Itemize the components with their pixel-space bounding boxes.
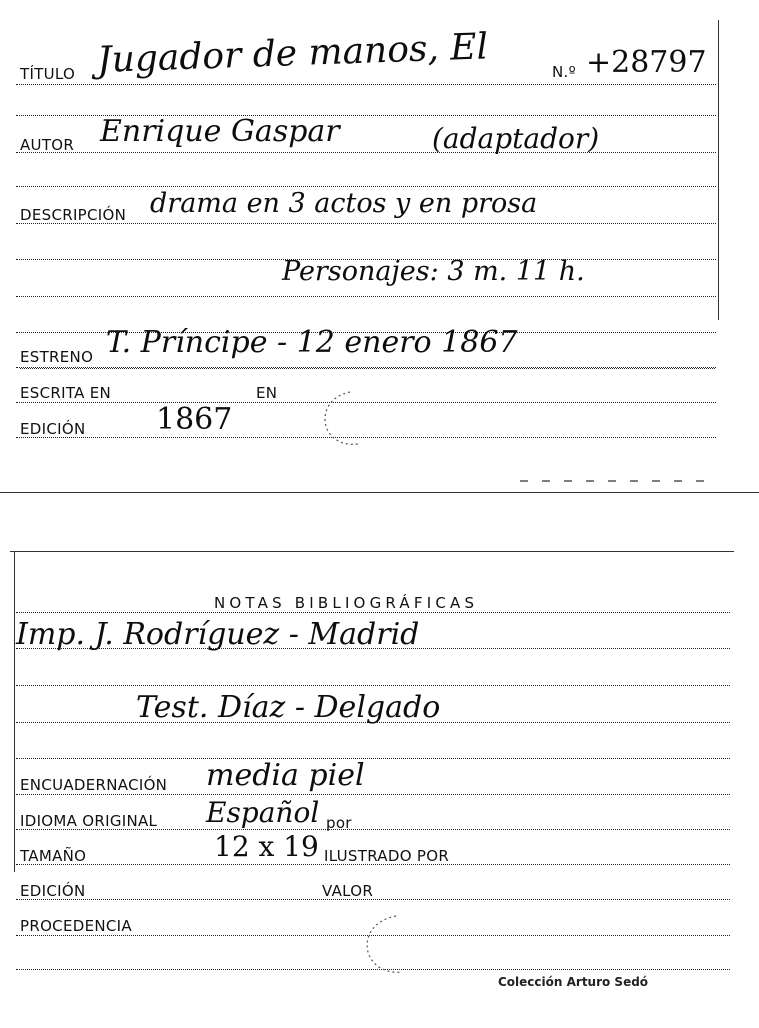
ruled-line — [16, 612, 730, 613]
por-label: por — [326, 814, 352, 832]
note-line-1: Imp. J. Rodríguez - Madrid — [16, 617, 420, 652]
card-separator — [0, 492, 759, 493]
estreno-label: ESTRENO — [20, 348, 94, 366]
edge-dashes — [520, 476, 720, 486]
encuadernacion-label: ENCUADERNACIÓN — [20, 776, 168, 794]
edicion-label: EDICIÓN — [20, 420, 86, 438]
ruled-line — [16, 186, 716, 187]
notas-heading: NOTAS BIBLIOGRÁFICAS — [214, 594, 479, 612]
card-edge-left — [14, 552, 15, 872]
tamano-label: TAMAÑO — [20, 847, 87, 865]
valor-label: VALOR — [322, 882, 374, 900]
ruled-line — [16, 152, 716, 153]
ruled-line — [16, 758, 730, 759]
encuadernacion-value: media piel — [206, 758, 365, 793]
en-label: EN — [256, 384, 278, 402]
punch-hole-mark — [310, 390, 380, 450]
edicion-label-2: EDICIÓN — [20, 882, 86, 900]
card-top-edge — [10, 551, 734, 552]
estreno-value: T. Príncipe - 12 enero 1867 — [106, 325, 518, 360]
edicion-value: 1867 — [156, 402, 233, 437]
autor-value: Enrique Gaspar — [100, 114, 340, 149]
ilustrado-label: ILUSTRADO POR — [324, 847, 450, 865]
escrita-en-label: ESCRITA EN — [20, 384, 112, 402]
personajes-value: Personajes: 3 m. 11 h. — [282, 256, 585, 287]
autor-label: AUTOR — [20, 136, 75, 154]
ruled-line — [16, 685, 730, 686]
ruled-line — [16, 84, 716, 85]
procedencia-label: PROCEDENCIA — [20, 917, 132, 935]
idioma-label: IDIOMA ORIGINAL — [20, 812, 158, 830]
descripcion-label: DESCRIPCIÓN — [20, 206, 127, 224]
descripcion-value: drama en 3 actos y en prosa — [150, 188, 538, 219]
ruled-line — [16, 794, 730, 795]
titulo-value: Jugador de manos, El — [96, 26, 489, 81]
ruled-line — [16, 296, 716, 297]
autor-note: (adaptador) — [432, 122, 600, 155]
numero-value: +28797 — [586, 45, 707, 80]
collection-footer: Colección Arturo Sedó — [498, 975, 649, 989]
numero-label: N.º — [552, 63, 576, 81]
idioma-value: Español — [206, 796, 320, 829]
punch-hole-mark — [352, 912, 422, 978]
tamano-value: 12 x 19 — [214, 830, 319, 863]
titulo-label: TÍTULO — [20, 65, 76, 83]
note-line-2: Test. Díaz - Delgado — [136, 690, 441, 725]
card-edge-right — [718, 20, 719, 320]
ruled-line — [20, 368, 715, 369]
